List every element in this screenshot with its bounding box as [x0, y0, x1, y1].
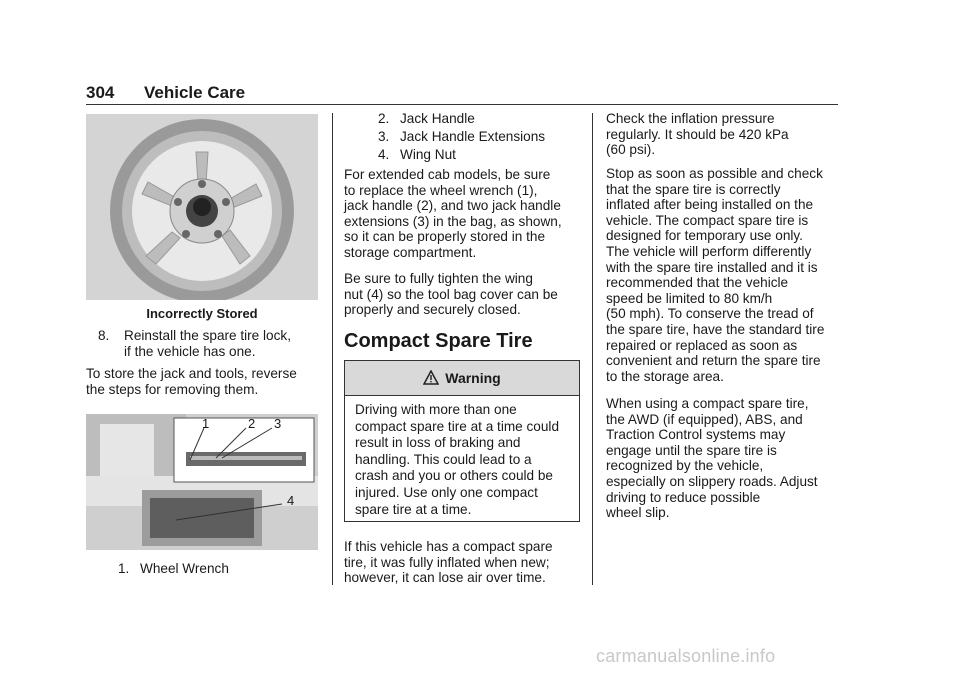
warning-line: spare tire at a time.	[355, 501, 472, 517]
section-title: Vehicle Care	[144, 83, 246, 102]
paragraph-line: For extended cab models, be sure	[344, 167, 551, 182]
warning-line: crash and you or others could be	[355, 468, 553, 484]
paragraph-line: Traction Control systems may	[606, 427, 786, 443]
warning-line: result in loss of braking and	[355, 435, 521, 451]
tool-storage-image	[86, 414, 318, 550]
warning-line: Driving with more than one	[355, 402, 517, 417]
paragraph-line: Be sure to fully tighten the wing	[344, 271, 533, 286]
paragraph-line: that the spare tire is correctly	[606, 181, 781, 197]
column-divider-2	[592, 113, 593, 585]
paragraph-line: (60 psi).	[606, 142, 656, 158]
paragraph-line: When using a compact spare tire,	[606, 396, 809, 411]
paragraph-line: The vehicle will perform differently	[606, 243, 812, 259]
page-number: 304	[86, 83, 115, 102]
list-item-4	[378, 147, 578, 163]
list-item-1	[118, 561, 318, 577]
spare-usage-paragraph	[606, 166, 846, 384]
paragraph-line: Stop as soon as possible and check	[606, 166, 823, 181]
warning-icon	[423, 370, 439, 386]
paragraph-line: recognized by the vehicle,	[606, 458, 764, 474]
paragraph-line: the spare tire, have the standard tire	[606, 321, 825, 337]
list-number: 4.	[378, 147, 390, 162]
paragraph-line: If this vehicle has a compact spare	[344, 539, 553, 554]
paragraph-line: with the spare tire installed and it is	[606, 259, 818, 275]
paragraph-line: so it can be properly stored in the	[344, 229, 545, 245]
traction-control-paragraph	[606, 396, 846, 521]
warning-box	[344, 360, 580, 522]
list-text: Jack Handle Extensions	[400, 129, 546, 144]
store-tools-paragraph	[86, 366, 326, 397]
list-number: 1.	[118, 561, 130, 576]
warning-body	[345, 396, 579, 524]
paragraph-line: vehicle. The compact spare tire is	[606, 212, 809, 228]
inflation-pressure-paragraph	[606, 111, 846, 158]
tighten-paragraph	[344, 271, 584, 318]
watermark: carmanualsonline.info	[596, 646, 776, 666]
figure-caption: Incorrectly Stored	[146, 306, 258, 321]
paragraph-line: the AWD (if equipped), ABS, and	[606, 411, 803, 427]
inflated-paragraph	[344, 539, 584, 586]
warning-line: handling. This could lead to a	[355, 451, 532, 467]
paragraph-line: driving to reduce possible	[606, 489, 761, 505]
paragraph-line: Check the inflation pressure	[606, 111, 775, 126]
step-text-line-1: Reinstall the spare tire lock,	[124, 328, 291, 343]
paragraph-line: storage compartment.	[344, 244, 477, 260]
paragraph-line: especially on slippery roads. Adjust	[606, 473, 818, 489]
warning-title: Warning	[445, 370, 501, 386]
paragraph-line: however, it can lose air over time.	[344, 570, 546, 586]
paragraph-line: wheel slip.	[606, 505, 670, 521]
paragraph-line: engage until the spare tire is	[606, 442, 777, 458]
paragraph-line: To store the jack and tools, reverse	[86, 366, 297, 381]
list-text: Wheel Wrench	[140, 561, 229, 576]
paragraph-line: convenient and return the spare tire	[606, 353, 821, 369]
header-rule	[86, 104, 838, 105]
callout-1: 1	[202, 416, 210, 431]
list-item-3	[378, 129, 578, 145]
paragraph-line: tire, it was fully inflated when new;	[344, 554, 550, 570]
paragraph-line: properly and securely closed.	[344, 302, 521, 318]
paragraph-line: regularly. It should be 420 kPa	[606, 126, 789, 142]
paragraph-line: jack handle (2), and two jack handle	[344, 198, 561, 214]
section-heading: Compact Spare Tire	[344, 330, 533, 352]
extended-cab-paragraph	[344, 167, 584, 261]
paragraph-line: (50 mph). To conserve the tread of	[606, 306, 814, 322]
paragraph-line: recommended that the vehicle	[606, 275, 789, 291]
paragraph-line: designed for temporary use only.	[606, 228, 803, 244]
paragraph-line: to replace the wheel wrench (1),	[344, 182, 538, 198]
step-text-line-2: if the vehicle has one.	[124, 344, 256, 359]
paragraph-line: speed be limited to 80 km/h	[606, 290, 773, 306]
paragraph-line: the steps for removing them.	[86, 381, 259, 397]
list-text: Wing Nut	[400, 147, 456, 162]
warning-header	[345, 361, 579, 396]
warning-line: compact spare tire at a time could	[355, 418, 559, 434]
paragraph-line: inflated after being installed on the	[606, 197, 814, 213]
spare-tire-illustration	[86, 114, 318, 300]
callout-4: 4	[287, 493, 295, 508]
step-8	[98, 328, 328, 362]
list-item-2	[378, 111, 578, 127]
paragraph-line: repaired or replaced as soon as	[606, 337, 798, 353]
list-number: 3.	[378, 129, 390, 144]
column-divider-1	[332, 113, 333, 585]
list-text: Jack Handle	[400, 111, 475, 126]
spare-tire-image	[86, 114, 318, 300]
tool-storage-illustration	[86, 414, 318, 550]
paragraph-line: extensions (3) in the bag, as shown,	[344, 213, 562, 229]
page-header	[86, 83, 838, 103]
callout-2: 2	[248, 416, 256, 431]
callout-3: 3	[274, 416, 282, 431]
warning-line: injured. Use only one compact	[355, 484, 538, 500]
step-number: 8.	[98, 328, 110, 343]
paragraph-line: nut (4) so the tool bag cover can be	[344, 286, 558, 302]
list-number: 2.	[378, 111, 390, 126]
paragraph-line: to the storage area.	[606, 368, 724, 384]
